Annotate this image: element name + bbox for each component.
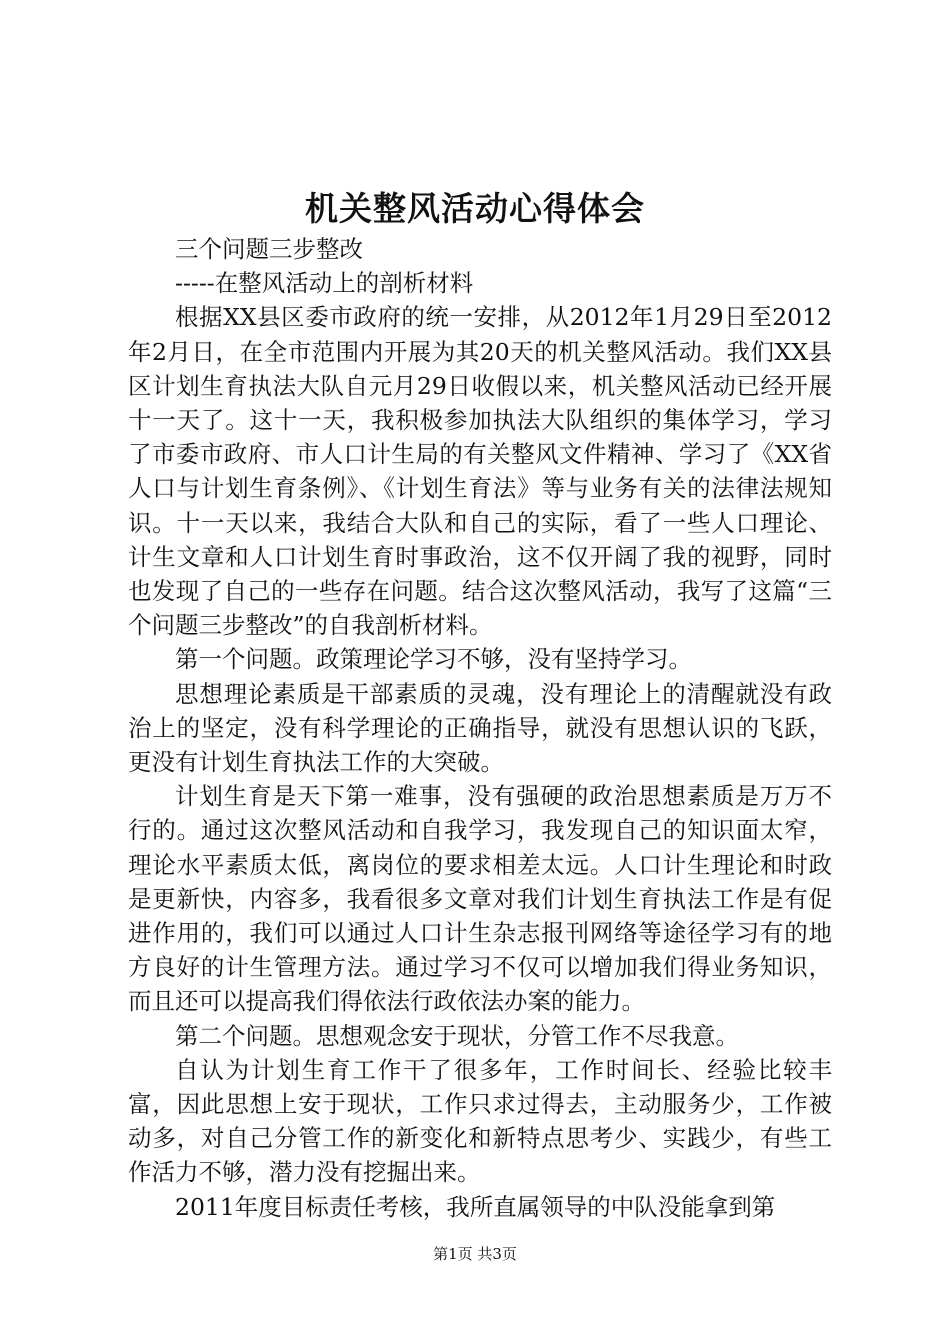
body-paragraph: 根据XX县区委市政府的统一安排，从2012年1月29日至2012年2月日，在全市范围内开展为其20天的机关整风活动。我们XX县区计划生育执法大队自元月29日收假以来，机关整风活动已经开展十一天了。这十一天，我积极参加执法大队组织的集体学习，学习了市委市政府、市人口计生局的有关整风文件精神、学习了《XX省人口与计划生育条例》、《计划生育法》等与业务有关的法律法规知识。十一天以来，我结合大队和自己的实际，看了一些人口理论、计生文章和人口计划生育时事政治，这不仅开阔了我的视野，同时也发现了自己的一些存在问题。结合这次整风活动，我写了这篇“三个问题三步整改”的自我剖析材料。 — [128, 303, 832, 640]
body-paragraph: 2011年度目标责任考核，我所直属领导的中队没能拿到第 — [175, 1192, 776, 1221]
body-paragraph: 计划生育是天下第一难事，没有强硬的政治思想素质是万万不行的。通过这次整风活动和自我学习，我发现自己的知识面太窄，理论水平素质太低，离岗位的要求相差太远。人口计生理论和时政是更新快，内容多，我看很多文章对我们计划生育执法工作是有促进作用的，我们可以通过人口计生杂志报刊网络等途径学习有的地方良好的计生管理方法。通过学习不仅可以增加我们得业务知识，而且还可以提高我们得依法行政依法办案的能力。 — [128, 782, 832, 1016]
body-paragraph: 思想理论素质是干部素质的灵魂，没有理论上的清醒就没有政治上的坚定，没有科学理论的正确指导，就没有思想认识的飞跃，更没有计划生育执法工作的大突破。 — [128, 679, 832, 777]
subtitle-line: 三个问题三步整改 — [175, 235, 363, 263]
subtitle-line: -----在整风活动上的剖析材料 — [175, 269, 474, 298]
section-heading: 第一个问题。政策理论学习不够，没有坚持学习。 — [175, 645, 692, 674]
document-title: 机关整风活动心得体会 — [305, 189, 645, 228]
document-body — [128, 232, 832, 1224]
page-footer: 第1页 共3页 — [433, 1245, 517, 1263]
body-paragraph: 自认为计划生育工作干了很多年，工作时间长、经验比较丰富，因此思想上安于现状，工作只求过得去，主动服务少，工作被动多，对自己分管工作的新变化和新特点思考少、实践少，有些工作活力不够，潜力没有挖掘出来。 — [128, 1055, 832, 1187]
section-heading: 第二个问题。思想观念安于现状，分管工作不尽我意。 — [175, 1021, 739, 1050]
